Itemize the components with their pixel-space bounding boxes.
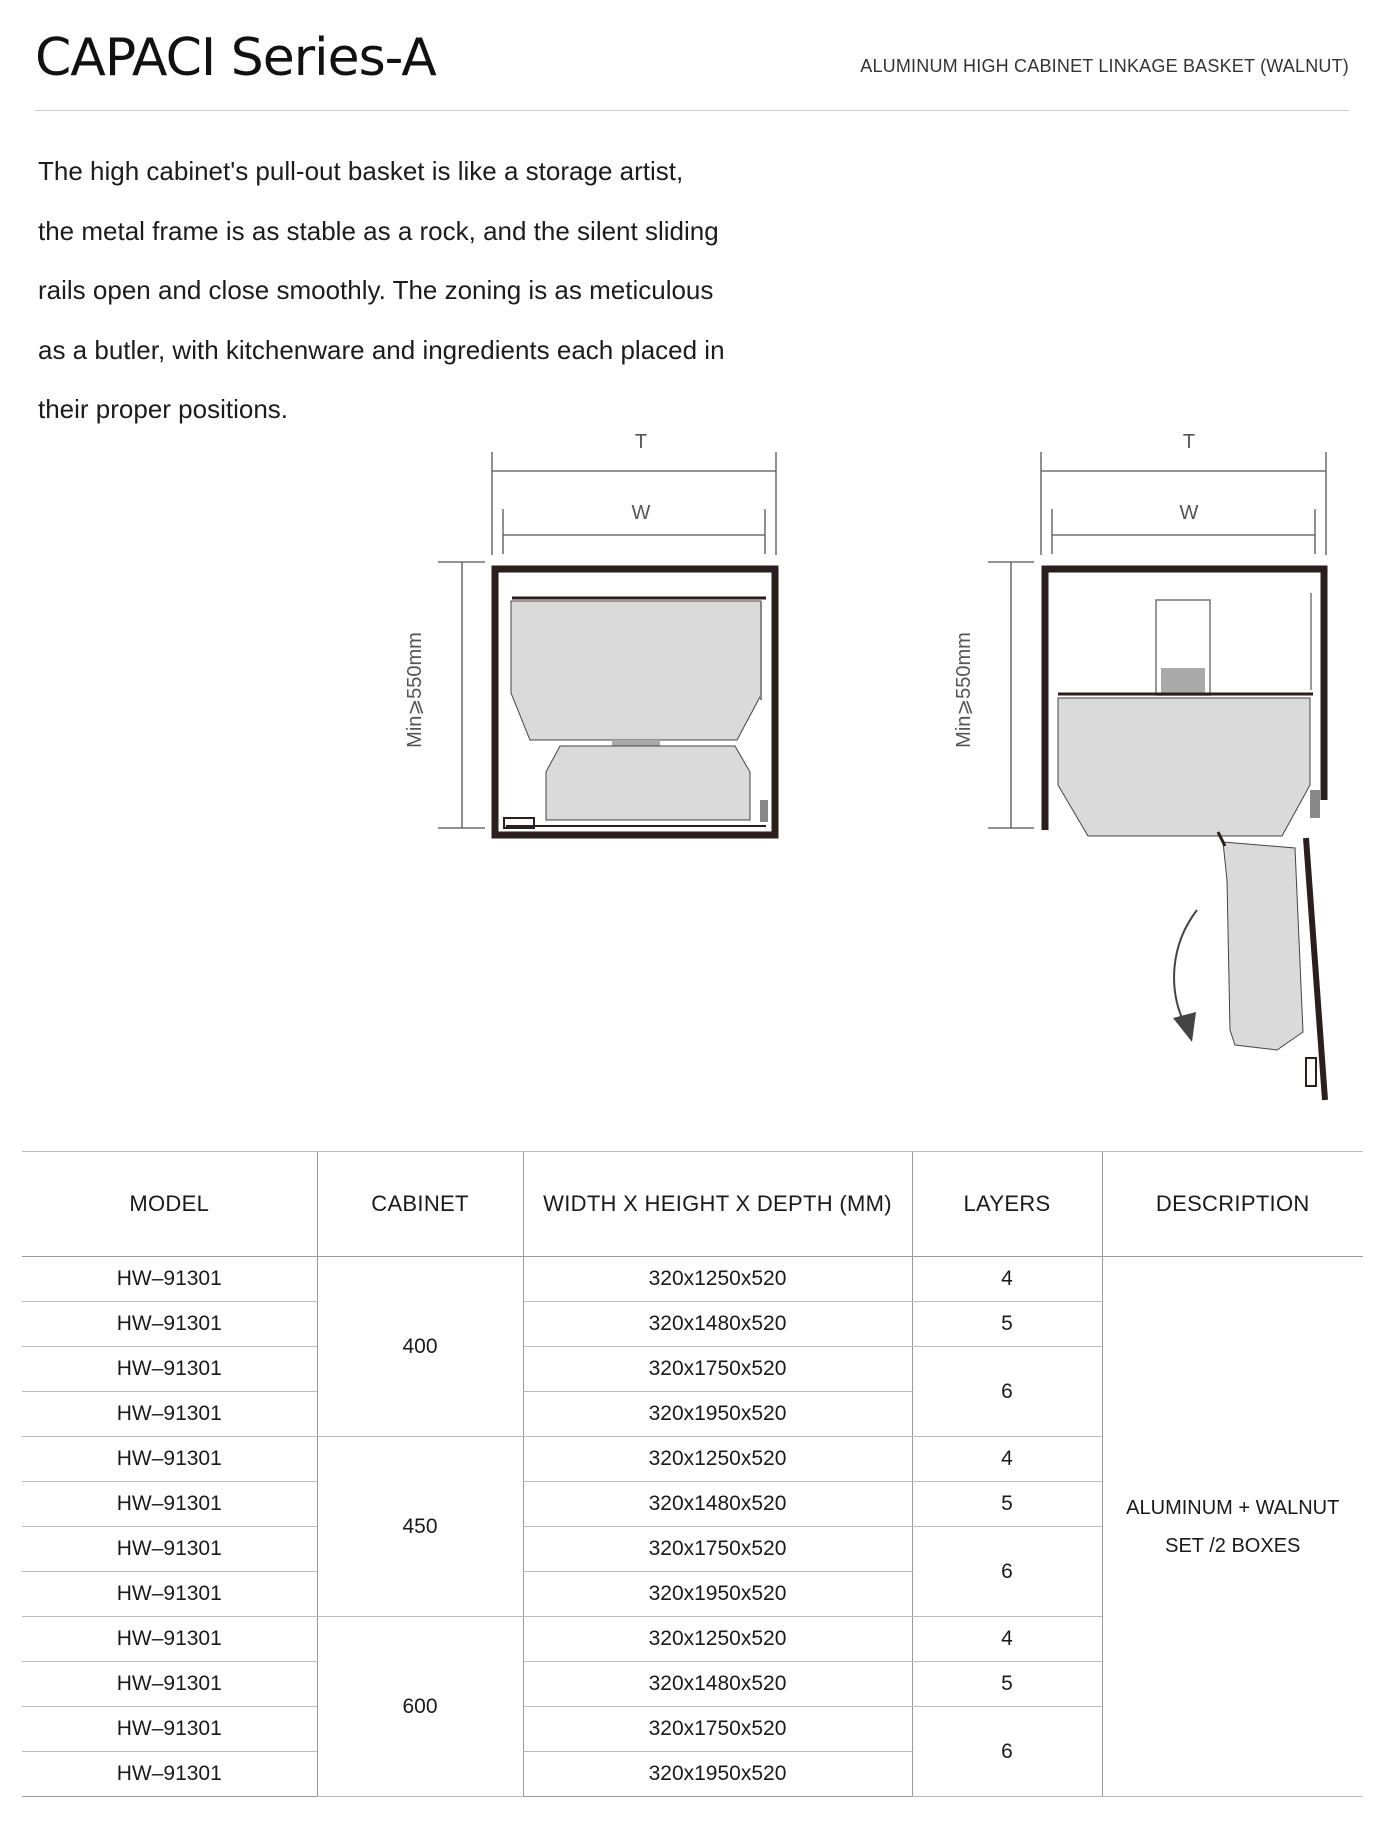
header-divider <box>35 110 1349 111</box>
header-subtitle: ALUMINUM HIGH CABINET LINKAGE BASKET (WALNUT) <box>860 56 1349 76</box>
spec-table <box>22 1151 1363 1797</box>
intro-paragraph <box>38 142 798 440</box>
description-line: SET /2 BOXES <box>1165 1534 1301 1557</box>
intro-line: The high cabinet's pull-out basket is like a storage artist, <box>38 156 684 186</box>
dims-cell: 320x1950x520 <box>523 1392 912 1437</box>
table-header-row <box>22 1152 1363 1257</box>
layers-cell: 5 <box>912 1302 1102 1347</box>
cabinet-cell: 600 <box>317 1617 523 1797</box>
w-label-left: W <box>631 502 651 524</box>
header-title: CAPACI Series-A <box>35 28 436 88</box>
model-cell: HW–91301 <box>22 1482 317 1527</box>
model-cell: HW–91301 <box>22 1392 317 1437</box>
t-dimension-right <box>1041 452 1326 555</box>
model-cell: HW–91301 <box>22 1752 317 1797</box>
dims-cell: 320x1250x520 <box>523 1257 912 1302</box>
dims-cell: 320x1950x520 <box>523 1572 912 1617</box>
t-label-right: T <box>1182 431 1196 453</box>
cabinet-frame-left <box>495 569 775 835</box>
col-header-description: DESCRIPTION <box>1102 1152 1363 1257</box>
description-line: ALUMINUM + WALNUT <box>1126 1496 1340 1519</box>
t-dimension-left <box>492 452 776 555</box>
dims-cell: 320x1250x520 <box>523 1617 912 1662</box>
layers-cell: 4 <box>912 1257 1102 1302</box>
height-dimension-left <box>438 562 485 828</box>
layers-cell: 5 <box>912 1482 1102 1527</box>
intro-line: the metal frame is as stable as a rock, and the silent sliding <box>38 215 719 246</box>
cabinet-cell: 400 <box>317 1257 523 1437</box>
height-label-right: Min⩾550mm <box>953 632 975 748</box>
dims-cell: 320x1480x520 <box>523 1302 912 1347</box>
layers-cell: 6 <box>912 1347 1102 1437</box>
layers-cell: 6 <box>912 1707 1102 1797</box>
layers-cell: 5 <box>912 1662 1102 1707</box>
col-header-model: MODEL <box>22 1152 317 1257</box>
upper-basket-right <box>1058 698 1310 836</box>
model-cell: HW–91301 <box>22 1707 317 1752</box>
cabinet-frame-right <box>1045 569 1324 830</box>
lower-basket-right <box>1223 842 1303 1050</box>
layers-cell: 4 <box>912 1437 1102 1482</box>
model-cell: HW–91301 <box>22 1662 317 1707</box>
col-header-cabinet: CABINET <box>317 1152 523 1257</box>
model-cell: HW–91301 <box>22 1347 317 1392</box>
height-label-left: Min⩾550mm <box>404 632 426 748</box>
model-cell: HW–91301 <box>22 1527 317 1572</box>
swing-arrow-icon <box>1174 910 1197 1025</box>
w-dimension-left <box>503 509 765 554</box>
dims-cell: 320x1250x520 <box>523 1437 912 1482</box>
t-label-left: T <box>634 431 648 453</box>
cabinet-cell: 450 <box>317 1437 523 1617</box>
dims-cell: 320x1750x520 <box>523 1347 912 1392</box>
model-cell: HW–91301 <box>22 1257 317 1302</box>
w-label-right: W <box>1179 502 1199 524</box>
w-dimension-right <box>1052 509 1315 554</box>
dims-cell: 320x1480x520 <box>523 1482 912 1527</box>
intro-line: rails open and close smoothly. The zoning is as meticulous <box>38 275 714 305</box>
layers-cell: 4 <box>912 1617 1102 1662</box>
table-row <box>22 1257 1363 1302</box>
dims-cell: 320x1950x520 <box>523 1752 912 1797</box>
dims-cell: 320x1750x520 <box>523 1707 912 1752</box>
dims-cell: 320x1480x520 <box>523 1662 912 1707</box>
intro-line: as a butler, with kitchenware and ingredients each placed in <box>38 334 725 365</box>
model-cell: HW–91301 <box>22 1572 317 1617</box>
height-dimension-right <box>988 562 1034 828</box>
col-header-dimensions: WIDTH X HEIGHT X DEPTH (MM) <box>523 1152 912 1257</box>
intro-line: their proper positions. <box>38 394 289 424</box>
lower-basket-left <box>546 746 750 820</box>
dims-cell: 320x1750x520 <box>523 1527 912 1572</box>
diagram-right <box>953 431 1326 1100</box>
description-cell <box>1102 1257 1363 1797</box>
model-cell: HW–91301 <box>22 1302 317 1347</box>
layers-cell: 6 <box>912 1527 1102 1617</box>
col-header-layers: LAYERS <box>912 1152 1102 1257</box>
upper-basket-left <box>511 601 761 740</box>
model-cell: HW–91301 <box>22 1437 317 1482</box>
model-cell: HW–91301 <box>22 1617 317 1662</box>
diagram-left <box>404 431 776 835</box>
